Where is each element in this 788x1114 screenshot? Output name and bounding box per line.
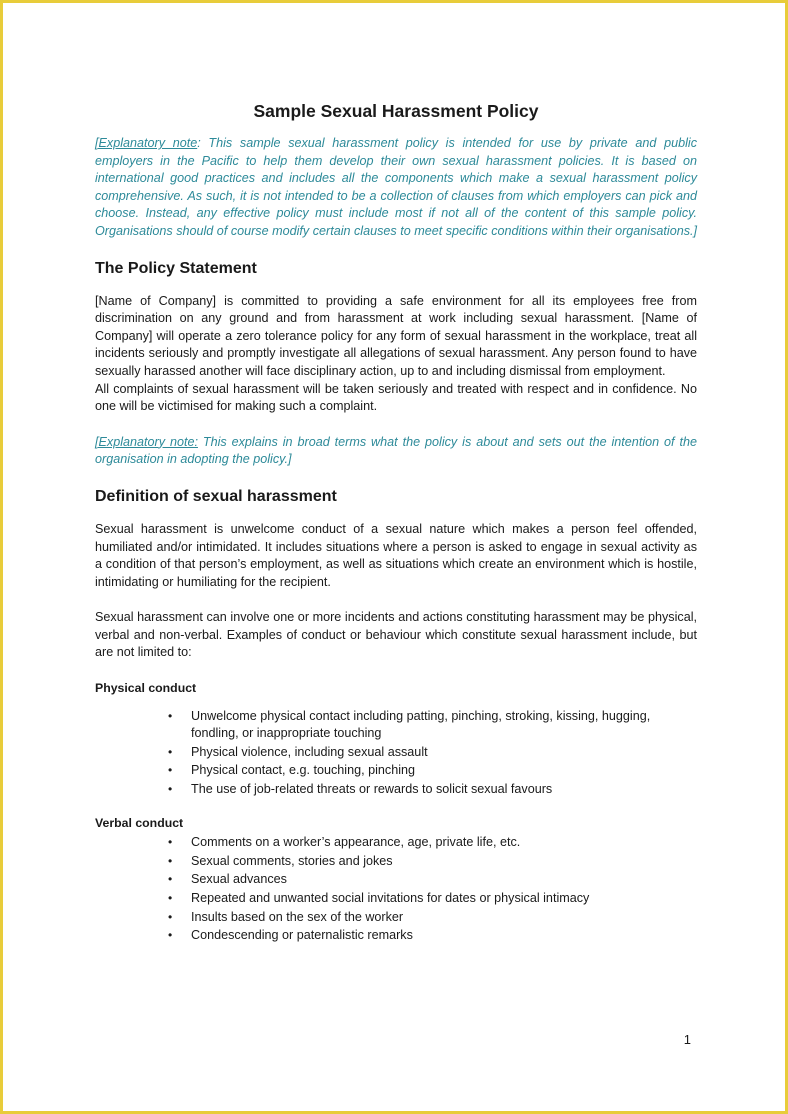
list-item: • Physical violence, including sexual assault: [191, 744, 697, 762]
list-item: • Insults based on the sex of the worker: [191, 909, 697, 927]
section-heading-definition: Definition of sexual harassment: [95, 487, 337, 505]
physical-conduct-list: [95, 708, 697, 799]
explanatory-note-intro: [95, 135, 697, 241]
list-item: • Repeated and unwanted social invitations for dates or physical intimacy: [191, 890, 697, 908]
explanatory-note-policy: [95, 434, 697, 469]
bullet-icon: •: [168, 909, 173, 924]
document-title: Sample Sexual Harassment Policy: [253, 101, 539, 121]
explanatory-note-label: [Explanatory note: [95, 136, 198, 150]
list-item: • Unwelcome physical contact including patting, pinching, stroking, kissing, hugging, fondling, or inappropriate touching: [168, 708, 651, 741]
explanatory-note-text: This explains in broad terms what the policy is about and sets out the intention of the organisation in adopting the policy.]: [95, 434, 698, 467]
bullet-icon: •: [168, 853, 173, 868]
verbal-conduct-heading: Verbal conduct: [95, 815, 184, 830]
bullet-icon: •: [168, 708, 173, 723]
bullet-icon: •: [168, 928, 173, 943]
bullet-icon: •: [168, 872, 173, 887]
section-heading-policy-statement: The Policy Statement: [95, 259, 257, 277]
examples-intro-paragraph: Sexual harassment can involve one or more incidents and actions constituting harassment may be physical, verbal and non-verbal. Examples of conduct or behaviour which constitute sexual harassment include, but are not limited to:: [95, 610, 697, 660]
list-item: • Sexual advances: [191, 871, 697, 889]
explanatory-note-text: : This sample sexual harassment policy is intended for use by private and public employers in the Pacific to help them develop their own sexual harassment policies. It is based on international good practices and includes all the components which make a sexual harassment policy comprehensive. As such, it is not intended to be a collection of clauses from which employers can pick and choose. Instead, any effective policy must include most if not all of the content of this sample policy. Organisations should of course modify certain clauses to meet specific conditions within their organisations.]: [95, 136, 698, 238]
list-item: • Sexual comments, stories and jokes: [191, 853, 697, 871]
physical-conduct-heading: Physical conduct: [95, 681, 197, 696]
document-content: [95, 99, 697, 961]
complaints-paragraph: All complaints of sexual harassment will be taken seriously and treated with respect and in confidence. No one will be victimised for making such a complaint.: [95, 381, 697, 414]
policy-statement-paragraph: [Name of Company] is committed to providing a safe environment for all its employees free from discrimination on any ground and from harassment at work including sexual harassment. [Name of Company] will operate a zero tolerance policy for any form of sexual harassment in the workplace, treat all incidents seriously and promptly investigate all allegations of sexual harassment. Any person found to have sexually harassed another will face disciplinary action, up to and including dismissal from employment.: [95, 293, 697, 378]
bullet-icon: •: [168, 835, 173, 850]
list-item: • Condescending or paternalistic remarks: [191, 927, 697, 945]
list-item: • Comments on a worker’s appearance, age, private life, etc.: [191, 834, 697, 852]
list-item: • Physical contact, e.g. touching, pinching: [191, 762, 697, 780]
page-number: 1: [683, 1032, 691, 1047]
explanatory-note-label: [Explanatory note:: [95, 434, 198, 449]
bullet-icon: •: [168, 744, 173, 759]
definition-paragraph: Sexual harassment is unwelcome conduct of a sexual nature which makes a person feel offended, humiliated and/or intimidated. It includes situations where a person is asked to engage in sexual activity as a condition of that person’s employment, as well as situations which create an environment which is hostile, intimidating or humiliating for the recipient.: [95, 521, 697, 589]
bullet-icon: •: [168, 891, 173, 905]
bullet-icon: •: [168, 763, 173, 778]
list-item: • The use of job-related threats or rewards to solicit sexual favours: [191, 781, 697, 799]
verbal-conduct-list: [95, 834, 697, 945]
bullet-icon: •: [168, 782, 173, 797]
